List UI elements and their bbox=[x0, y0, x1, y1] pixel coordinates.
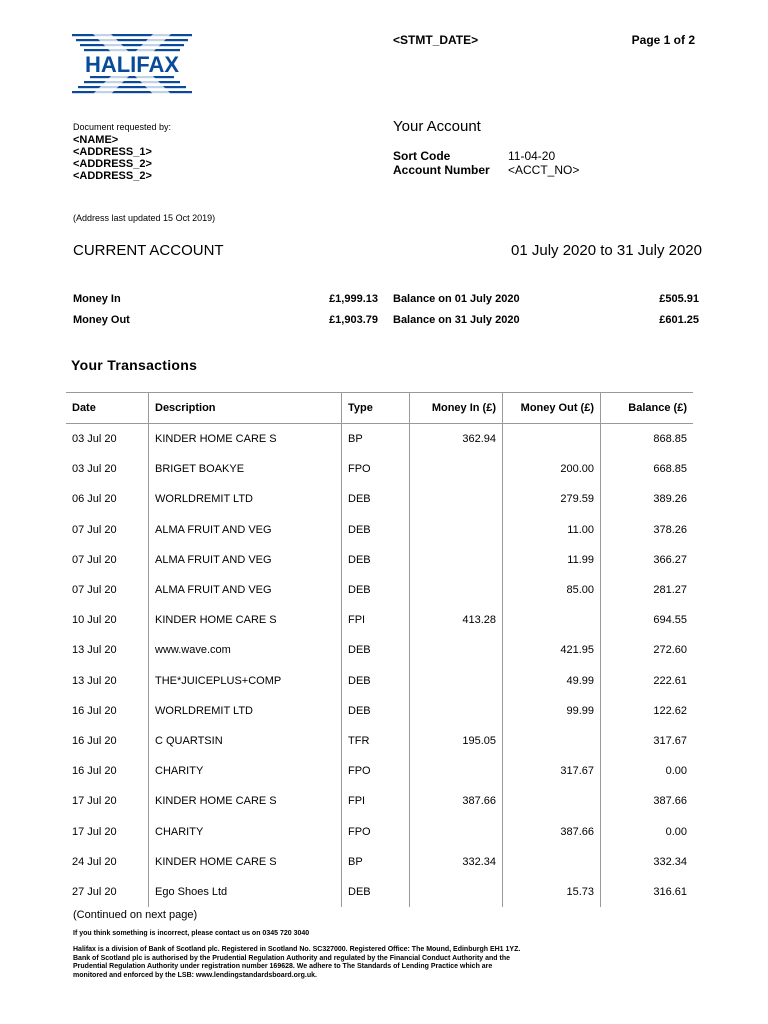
tx-money-in: 387.66 bbox=[410, 786, 503, 816]
tx-description: WORLDREMIT LTD bbox=[149, 484, 342, 514]
tx-description: BRIGET BOAKYE bbox=[149, 454, 342, 484]
tx-date: 16 Jul 20 bbox=[72, 704, 117, 717]
tx-description: THE*JUICEPLUS+COMP bbox=[149, 666, 342, 696]
requested-by-label: Document requested by: bbox=[73, 122, 172, 132]
balance-end-label: Balance on 31 July 2020 bbox=[393, 314, 520, 326]
tx-money-in bbox=[410, 515, 503, 545]
legal-line-1: Halifax is a division of Bank of Scotland plc. Registered in Scotland No. SC327000. Registered Office: The Mound, Edinburgh EH1 1YZ. bbox=[73, 946, 521, 953]
customer-name: <NAME> bbox=[73, 134, 119, 146]
tx-money-out: 99.99 bbox=[503, 696, 601, 726]
tx-balance: 366.27 bbox=[601, 545, 694, 575]
legal-line-4: monitored and enforced by the LSB: www.lendingstandardsboard.org.uk. bbox=[73, 971, 317, 979]
balance-start-label: Balance on 01 July 2020 bbox=[393, 293, 520, 305]
tx-type: DEB bbox=[342, 635, 410, 665]
tx-type: FPI bbox=[342, 605, 410, 635]
tx-balance: 0.00 bbox=[601, 756, 694, 786]
tx-balance: 868.85 bbox=[601, 424, 694, 455]
tx-date: 06 Jul 20 bbox=[72, 493, 117, 506]
your-account-title: Your Account bbox=[393, 118, 481, 135]
tx-balance: 281.27 bbox=[601, 575, 694, 605]
table-row bbox=[66, 726, 693, 756]
tx-money-in bbox=[410, 484, 503, 514]
tx-date: 24 Jul 20 bbox=[72, 855, 117, 868]
tx-money-out: 279.59 bbox=[503, 484, 601, 514]
tx-money-in bbox=[410, 575, 503, 605]
tx-balance: 694.55 bbox=[601, 605, 694, 635]
col-type: Type bbox=[342, 393, 410, 424]
table-row bbox=[66, 424, 693, 455]
account-number-label: Account Number bbox=[393, 163, 490, 177]
money-in-label: Money In bbox=[73, 293, 121, 305]
tx-type: DEB bbox=[342, 666, 410, 696]
contact-note: If you think something is incorrect, please contact us on 0345 720 3040 bbox=[73, 930, 310, 937]
table-row bbox=[66, 605, 693, 635]
tx-balance: 0.00 bbox=[601, 816, 694, 846]
tx-type: BP bbox=[342, 424, 410, 455]
tx-type: DEB bbox=[342, 696, 410, 726]
continued-note: (Continued on next page) bbox=[73, 909, 198, 921]
tx-description: KINDER HOME CARE S bbox=[149, 424, 342, 455]
col-money-out: Money Out (£) bbox=[503, 393, 601, 424]
col-date: Date bbox=[66, 393, 149, 424]
table-row bbox=[66, 515, 693, 545]
tx-type: TFR bbox=[342, 726, 410, 756]
col-description: Description bbox=[149, 393, 342, 424]
tx-money-in: 362.94 bbox=[410, 424, 503, 455]
tx-money-in: 413.28 bbox=[410, 605, 503, 635]
tx-type: DEB bbox=[342, 484, 410, 514]
tx-description: KINDER HOME CARE S bbox=[149, 847, 342, 877]
tx-date: 17 Jul 20 bbox=[72, 825, 117, 838]
tx-money-out: 387.66 bbox=[503, 816, 601, 846]
table-row bbox=[66, 786, 693, 816]
balance-end-value: £601.25 bbox=[659, 314, 699, 326]
tx-description: ALMA FRUIT AND VEG bbox=[149, 515, 342, 545]
transactions-table bbox=[66, 392, 693, 907]
tx-balance: 378.26 bbox=[601, 515, 694, 545]
account-type: CURRENT ACCOUNT bbox=[73, 242, 224, 259]
col-balance: Balance (£) bbox=[601, 393, 694, 424]
tx-date: 27 Jul 20 bbox=[72, 885, 117, 898]
table-row bbox=[66, 847, 693, 877]
table-row bbox=[66, 666, 693, 696]
tx-money-in: 195.05 bbox=[410, 726, 503, 756]
tx-money-out: 85.00 bbox=[503, 575, 601, 605]
tx-balance: 389.26 bbox=[601, 484, 694, 514]
money-out-total: £1,903.79 bbox=[329, 314, 378, 326]
tx-type: FPO bbox=[342, 756, 410, 786]
tx-description: www.wave.com bbox=[149, 635, 342, 665]
address-updated-note: (Address last updated 15 Oct 2019) bbox=[73, 213, 216, 223]
tx-balance: 668.85 bbox=[601, 454, 694, 484]
tx-description: ALMA FRUIT AND VEG bbox=[149, 545, 342, 575]
money-in-total: £1,999.13 bbox=[329, 293, 378, 305]
tx-money-in bbox=[410, 635, 503, 665]
sort-code-value: 11-04-20 bbox=[508, 149, 556, 163]
tx-type: BP bbox=[342, 847, 410, 877]
tx-balance: 122.62 bbox=[601, 696, 694, 726]
tx-description: CHARITY bbox=[149, 756, 342, 786]
table-row bbox=[66, 816, 693, 846]
tx-description: WORLDREMIT LTD bbox=[149, 696, 342, 726]
tx-money-in: 332.34 bbox=[410, 847, 503, 877]
statement-period: 01 July 2020 to 31 July 2020 bbox=[511, 242, 702, 259]
tx-money-in bbox=[410, 545, 503, 575]
statement-date: <STMT_DATE> bbox=[393, 33, 479, 47]
tx-money-in bbox=[410, 454, 503, 484]
tx-money-out bbox=[503, 847, 601, 877]
table-row bbox=[66, 635, 693, 665]
tx-date: 07 Jul 20 bbox=[72, 553, 117, 566]
tx-type: DEB bbox=[342, 575, 410, 605]
money-out-label: Money Out bbox=[73, 314, 130, 326]
tx-description: KINDER HOME CARE S bbox=[149, 605, 342, 635]
table-row bbox=[66, 484, 693, 514]
tx-balance: 222.61 bbox=[601, 666, 694, 696]
tx-date: 07 Jul 20 bbox=[72, 584, 117, 597]
transactions-body bbox=[66, 424, 693, 908]
table-header-row bbox=[66, 393, 693, 424]
tx-description: CHARITY bbox=[149, 816, 342, 846]
table-row bbox=[66, 756, 693, 786]
tx-type: FPO bbox=[342, 454, 410, 484]
tx-type: DEB bbox=[342, 877, 410, 907]
tx-date: 10 Jul 20 bbox=[72, 614, 117, 627]
tx-money-out: 49.99 bbox=[503, 666, 601, 696]
account-number-value: <ACCT_NO> bbox=[508, 163, 580, 177]
sort-code-label: Sort Code bbox=[393, 149, 451, 163]
tx-description: Ego Shoes Ltd bbox=[149, 877, 342, 907]
tx-money-out bbox=[503, 424, 601, 455]
tx-money-out: 11.00 bbox=[503, 515, 601, 545]
table-row bbox=[66, 877, 693, 907]
tx-date: 07 Jul 20 bbox=[72, 523, 117, 536]
tx-money-in bbox=[410, 696, 503, 726]
tx-type: DEB bbox=[342, 515, 410, 545]
address-line-3: <ADDRESS_2> bbox=[73, 170, 152, 182]
logo-wordmark: HALIFAX bbox=[84, 52, 180, 77]
table-row bbox=[66, 696, 693, 726]
tx-money-out: 200.00 bbox=[503, 454, 601, 484]
balance-start-value: £505.91 bbox=[659, 293, 699, 305]
tx-money-out: 15.73 bbox=[503, 877, 601, 907]
legal-text bbox=[73, 946, 633, 980]
tx-date: 03 Jul 20 bbox=[72, 433, 117, 446]
table-row bbox=[66, 575, 693, 605]
tx-money-out bbox=[503, 726, 601, 756]
address-line-2: <ADDRESS_2> bbox=[73, 158, 152, 170]
tx-money-out bbox=[503, 605, 601, 635]
tx-money-out bbox=[503, 786, 601, 816]
tx-money-out: 317.67 bbox=[503, 756, 601, 786]
tx-date: 17 Jul 20 bbox=[72, 795, 117, 808]
tx-date: 13 Jul 20 bbox=[72, 644, 117, 657]
tx-type: FPO bbox=[342, 816, 410, 846]
tx-description: ALMA FRUIT AND VEG bbox=[149, 575, 342, 605]
tx-description: KINDER HOME CARE S bbox=[149, 786, 342, 816]
legal-line-2: Bank of Scotland plc is authorised by the Prudential Regulation Authority and regulated by the Financial Conduct Authority and the bbox=[73, 954, 511, 962]
tx-money-in bbox=[410, 877, 503, 907]
tx-balance: 317.67 bbox=[601, 726, 694, 756]
tx-balance: 316.61 bbox=[601, 877, 694, 907]
tx-money-out: 421.95 bbox=[503, 635, 601, 665]
table-row bbox=[66, 454, 693, 484]
tx-description: C QUARTSIN bbox=[149, 726, 342, 756]
page-number: Page 1 of 2 bbox=[631, 33, 695, 47]
tx-balance: 272.60 bbox=[601, 635, 694, 665]
legal-line-3: Prudential Regulation Authority under registration number 169628. We adhere to The Standards of Lending Practice which are bbox=[73, 963, 493, 970]
tx-date: 16 Jul 20 bbox=[72, 765, 117, 778]
halifax-logo bbox=[72, 33, 192, 95]
tx-date: 03 Jul 20 bbox=[72, 463, 117, 476]
tx-type: FPI bbox=[342, 786, 410, 816]
tx-balance: 387.66 bbox=[601, 786, 694, 816]
halifax-x-logo-icon bbox=[72, 33, 192, 95]
tx-money-out: 11.99 bbox=[503, 545, 601, 575]
col-money-in: Money In (£) bbox=[410, 393, 503, 424]
tx-money-in bbox=[410, 666, 503, 696]
tx-balance: 332.34 bbox=[601, 847, 694, 877]
table-row bbox=[66, 545, 693, 575]
address-line-1: <ADDRESS_1> bbox=[73, 146, 152, 158]
tx-money-in bbox=[410, 756, 503, 786]
tx-type: DEB bbox=[342, 545, 410, 575]
tx-date: 13 Jul 20 bbox=[72, 674, 117, 687]
transactions-title: Your Transactions bbox=[71, 357, 198, 373]
tx-date: 16 Jul 20 bbox=[72, 734, 117, 747]
tx-money-in bbox=[410, 816, 503, 846]
